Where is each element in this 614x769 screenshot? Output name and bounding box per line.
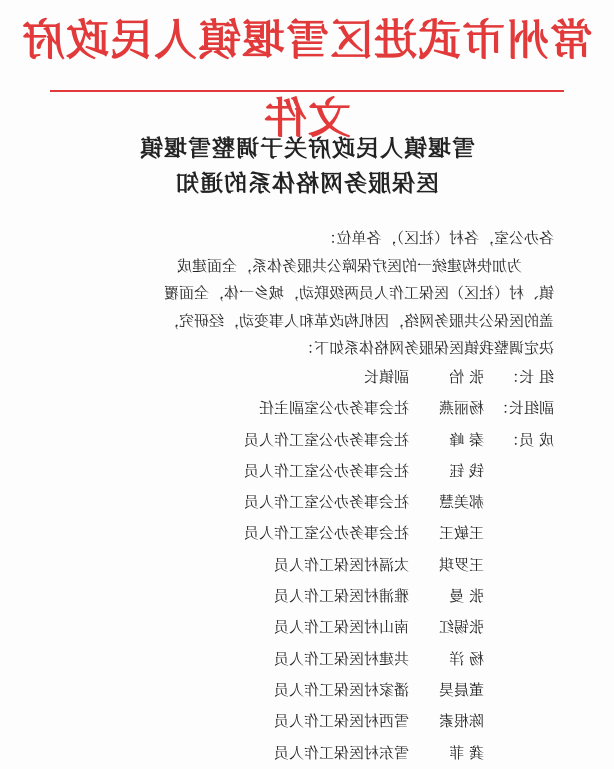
member-name: 张 怡 xyxy=(449,368,484,386)
notice-body xyxy=(64,225,554,363)
member-row xyxy=(84,393,554,424)
member-position: 社会事务办公室工作人员 xyxy=(243,461,409,480)
member-position: 共建村医保工作人员 xyxy=(273,649,409,668)
member-name: 杨 洋 xyxy=(449,649,484,668)
member-position: 副镇长 xyxy=(363,368,409,386)
member-row xyxy=(84,706,554,737)
member-role: 成 员： xyxy=(504,430,554,449)
member-name: 陈根素 xyxy=(438,712,484,731)
member-name: 郝美慧 xyxy=(438,493,484,512)
member-row xyxy=(84,518,554,549)
member-row xyxy=(84,612,554,643)
member-position: 社会事务办公室副主任 xyxy=(258,399,409,418)
member-position: 南山村医保工作人员 xyxy=(273,618,409,637)
red-divider-line xyxy=(50,90,564,92)
member-row xyxy=(84,738,554,769)
document-title-line-1: 雪堰镇人民政府关于调整雪堰镇 xyxy=(139,136,475,162)
member-name: 王罗琪 xyxy=(438,555,484,574)
member-role: 组 长： xyxy=(504,368,554,386)
member-name: 杨丽燕 xyxy=(438,399,484,418)
member-row xyxy=(84,550,554,581)
member-position: 太滆村医保工作人员 xyxy=(273,555,409,574)
paragraph-line: 决定调整我镇医保服务网格体系如下： xyxy=(298,339,554,357)
member-name: 王敏王 xyxy=(438,524,484,543)
member-row xyxy=(84,362,554,393)
member-row xyxy=(84,456,554,487)
member-position: 雅浦村医保工作人员 xyxy=(273,587,409,606)
member-row xyxy=(84,675,554,706)
paragraph-line: 为加快构建统一的医疗保障公共服务体系，全面建成 xyxy=(176,256,522,275)
member-position: 社会事务办公室工作人员 xyxy=(243,493,409,512)
salutation: 各办公室，各村（社区），各单位： xyxy=(321,229,554,247)
member-name: 钱 钰 xyxy=(449,461,484,480)
member-position: 雪西村医保工作人员 xyxy=(273,712,409,731)
member-name: 秦 峰 xyxy=(449,430,484,449)
paragraph-line: 镇、村（社区）医保工作人员两级联动，城乡一体，全面覆 xyxy=(163,284,554,302)
paragraph-line: 盖的医保公共服务网络，因机构改革和人事变动，经研究， xyxy=(163,311,554,330)
member-row xyxy=(84,644,554,675)
member-list xyxy=(84,362,554,769)
member-name: 董晨昊 xyxy=(438,680,484,699)
member-position: 社会事务办公室工作人员 xyxy=(243,430,409,449)
document-title-line-2: 医保服务网格体系的通知 xyxy=(175,171,439,197)
member-row xyxy=(84,487,554,518)
member-position: 社会事务办公室工作人员 xyxy=(243,524,409,543)
member-name: 龚 菲 xyxy=(449,743,484,762)
red-header-title: 常州市武进区雪堰镇人民政府文件 xyxy=(21,16,593,144)
member-name: 张 曼 xyxy=(449,587,484,606)
member-role: 副组长： xyxy=(493,399,554,418)
member-row xyxy=(84,425,554,456)
member-row xyxy=(84,581,554,612)
member-position: 潘家村医保工作人员 xyxy=(273,680,409,699)
member-name: 张锡红 xyxy=(438,618,484,637)
member-position: 雪东村医保工作人员 xyxy=(273,743,409,762)
